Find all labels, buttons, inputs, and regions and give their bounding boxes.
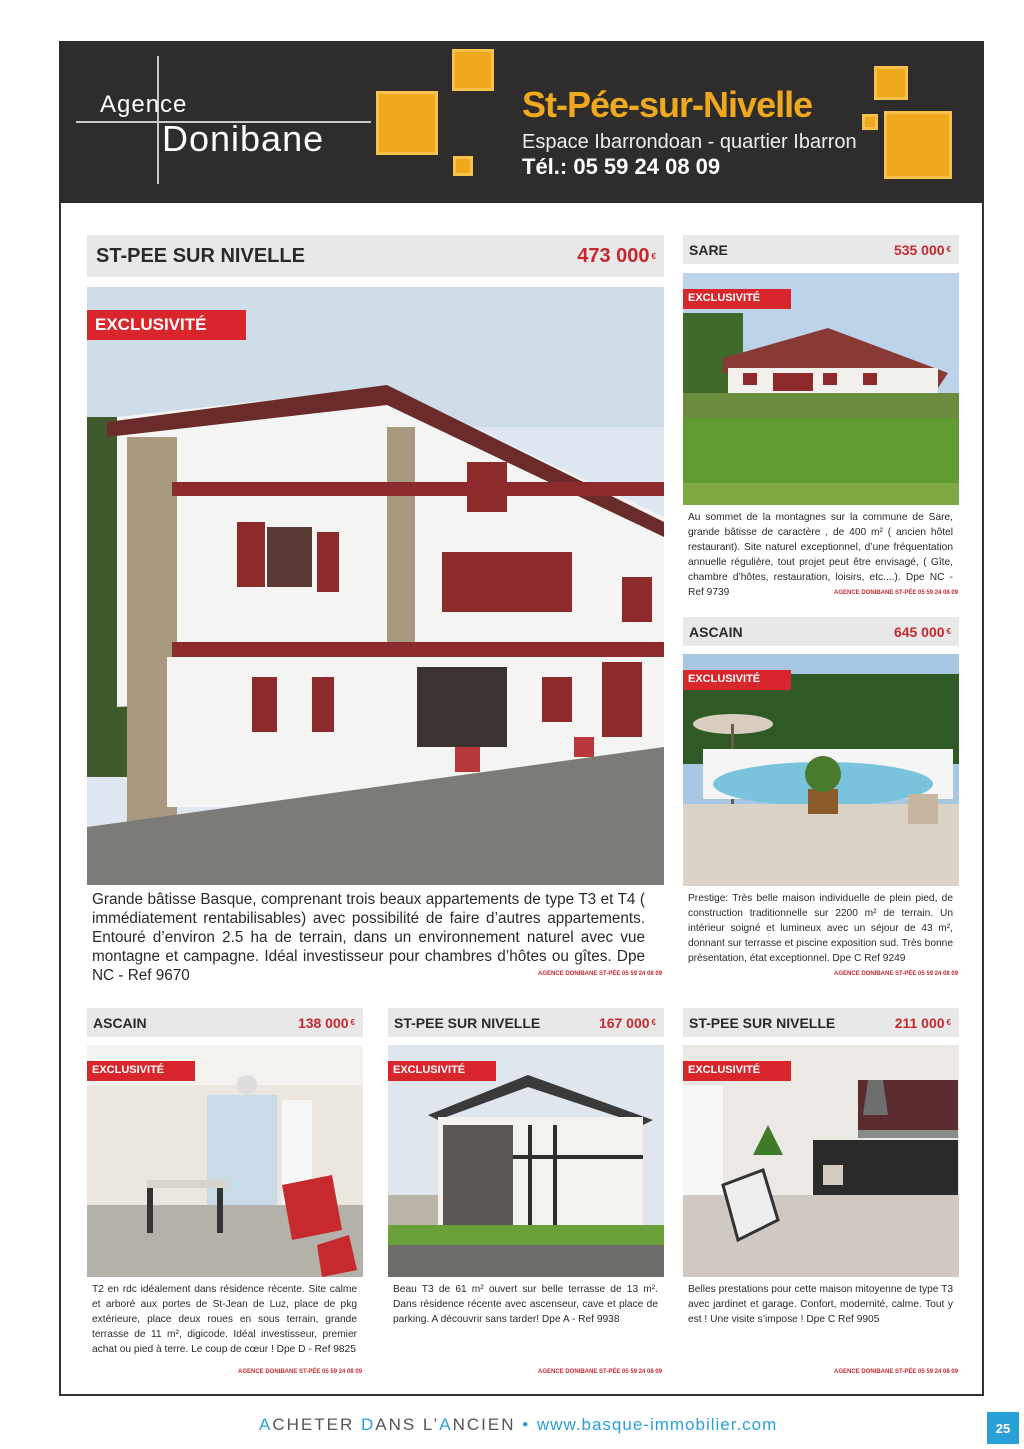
currency-symbol: € [946,1018,951,1027]
footer-separator: • [515,1415,537,1434]
footer-initial: A [259,1415,273,1434]
listing-price [599,1008,656,1037]
listing-description: Belles prestations pour cette maison mitoyenne de type T3 avec jardinet et garage. Confort, modernité, calme. Tout y est ! Une visite s’impose ! Dpe C Ref 9905 [688,1284,953,1325]
logo-rule-vertical [157,56,159,184]
price-value: 535 000 [893,241,945,258]
currency-symbol: € [350,1018,355,1027]
currency-symbol: € [946,627,951,636]
price-value: 473 000 [577,244,650,267]
listing-description: Au sommet de la montagnes sur la commune de Sare, grande bâtisse de caractère , de 400 m² ( ancien hôtel restaurant). Site naturel exceptionnel, d’une fréquentation annuelle régulière, tout projet peut être envisagé, ( Gîte, chambre d’hôtes, restauration, loisirs, etc....). Dpe NC - Ref 9739 [688,512,953,598]
header-address: Espace Ibarrondoan - quartier Ibarron [522,131,857,153]
listing-price [894,617,951,646]
page-number: 25 [987,1412,1019,1444]
listing-description: Grande bâtisse Basque, comprenant trois beaux appartements de type T3 et T4 ( immédiatement rentabilisables) avec possibilité de faire d’autres appartements. Entouré d’environ 2.5 ha de terrain, dans un environnement naturel avec vue montagne et campagne. Idéal investisseur pour chambres d’hôtes ou gîtes. Dpe NC - Ref 9670 [92,891,645,984]
header-square-large-right [884,111,952,179]
currency-symbol: € [946,245,951,254]
footer-text: CHETER [272,1415,361,1434]
listing-location: ASCAIN [93,1014,147,1031]
listing-description: T2 en rdc idéalement dans résidence récente. Site calme et arboré aux portes de St-Jean de Luz, place de pkg extérieure, place deux roues en sous terrain, grande terrasse de 11 m², digicode. Idéal investisseur, premier achat ou pied à terre. Le coup de cœur ! Dpe D - Ref 9825 [92,1284,357,1355]
listing-price [298,1008,355,1037]
exclusivity-badge: EXCLUSIVITÉ [87,310,246,340]
header-square-top-right [874,66,908,100]
listing-title-bar [683,235,959,264]
listing-title-bar [87,235,664,277]
logo-square-large [376,91,438,155]
agency-signature: AGENCE DONIBANE ST-PÉE 05 59 24 08 09 [834,1369,959,1375]
agency-signature: AGENCE DONIBANE ST-PÉE 05 59 24 08 09 [538,1369,663,1375]
listing-location: ASCAIN [689,623,743,640]
listing-title-bar [683,617,959,646]
listing-title-bar [87,1008,363,1037]
logo-word-agence: Agence [100,91,188,118]
basque-house-illustration [87,287,664,885]
header-city: St-Pée-sur-Nivelle [522,84,813,125]
listing-photo[interactable] [683,1045,959,1277]
logo-square-top [452,49,494,91]
exclusivity-badge: EXCLUSIVITÉ [683,289,791,309]
header-phone: Tél.: 05 59 24 08 09 [522,154,721,179]
listing-title-bar [683,1008,959,1037]
listing-title-bar [388,1008,664,1037]
listing-description: Prestige: Très belle maison individuelle de plein pied, de construction traditionnelle sur 2200 m² de terrain. Un intérieur soigné et lumineux avec un séjour de 43 m², donnant sur terrasse et piscine exposition sud. Très bonne présentation, état exceptionnel. Dpe C Ref 9249 [688,893,953,964]
footer-initial: D [360,1415,376,1434]
listing-location: ST-PEE SUR NIVELLE [96,244,305,267]
currency-symbol: € [651,251,656,261]
listing-location: ST-PEE SUR NIVELLE [394,1014,541,1031]
price-value: 645 000 [893,623,945,640]
listing-description: Beau T3 de 61 m² ouvert sur belle terrasse de 13 m². Dans résidence récente avec ascenseur, cave et place de parking. A découvrir sans tarder! Dpe A - Ref 9938 [393,1284,658,1325]
footer-tagline [259,1415,777,1435]
agency-signature: AGENCE DONIBANE ST-PÉE 05 59 24 08 09 [238,1369,363,1375]
price-value: 167 000 [598,1014,650,1031]
listing-price [895,1008,951,1037]
footer-website-link[interactable]: www.basque-immobilier.com [536,1415,778,1434]
currency-symbol: € [651,1018,656,1027]
exclusivity-badge: EXCLUSIVITÉ [683,670,791,690]
listing-location: ST-PEE SUR NIVELLE [689,1014,836,1031]
exclusivity-badge: EXCLUSIVITÉ [683,1061,791,1081]
listing-photo[interactable] [683,654,959,886]
agency-signature: AGENCE DONIBANE ST-PÉE 05 59 24 08 09 [834,590,959,596]
header-square-tiny-right [862,114,878,130]
listing-price [894,235,951,264]
agency-signature: AGENCE DONIBANE ST-PÉE 05 59 24 08 09 [538,971,663,977]
exclusivity-badge: EXCLUSIVITÉ [87,1061,195,1081]
listing-price [577,235,656,277]
listing-photo[interactable] [683,273,959,505]
price-value: 211 000 [894,1014,945,1031]
exclusivity-badge: EXCLUSIVITÉ [388,1061,496,1081]
listing-location: SARE [689,241,728,258]
logo-word-donibane: Donibane [162,118,325,159]
listing-photo[interactable] [87,1045,363,1277]
listing-photo[interactable] [388,1045,664,1277]
footer-text: ANS L’ [375,1415,440,1434]
footer-initial: A [439,1415,453,1434]
price-value: 138 000 [297,1014,349,1031]
listing-photo[interactable] [87,287,664,885]
agency-signature: AGENCE DONIBANE ST-PÉE 05 59 24 08 09 [834,971,959,977]
logo-square-small [453,156,473,176]
footer-text: NCIEN [452,1415,516,1434]
